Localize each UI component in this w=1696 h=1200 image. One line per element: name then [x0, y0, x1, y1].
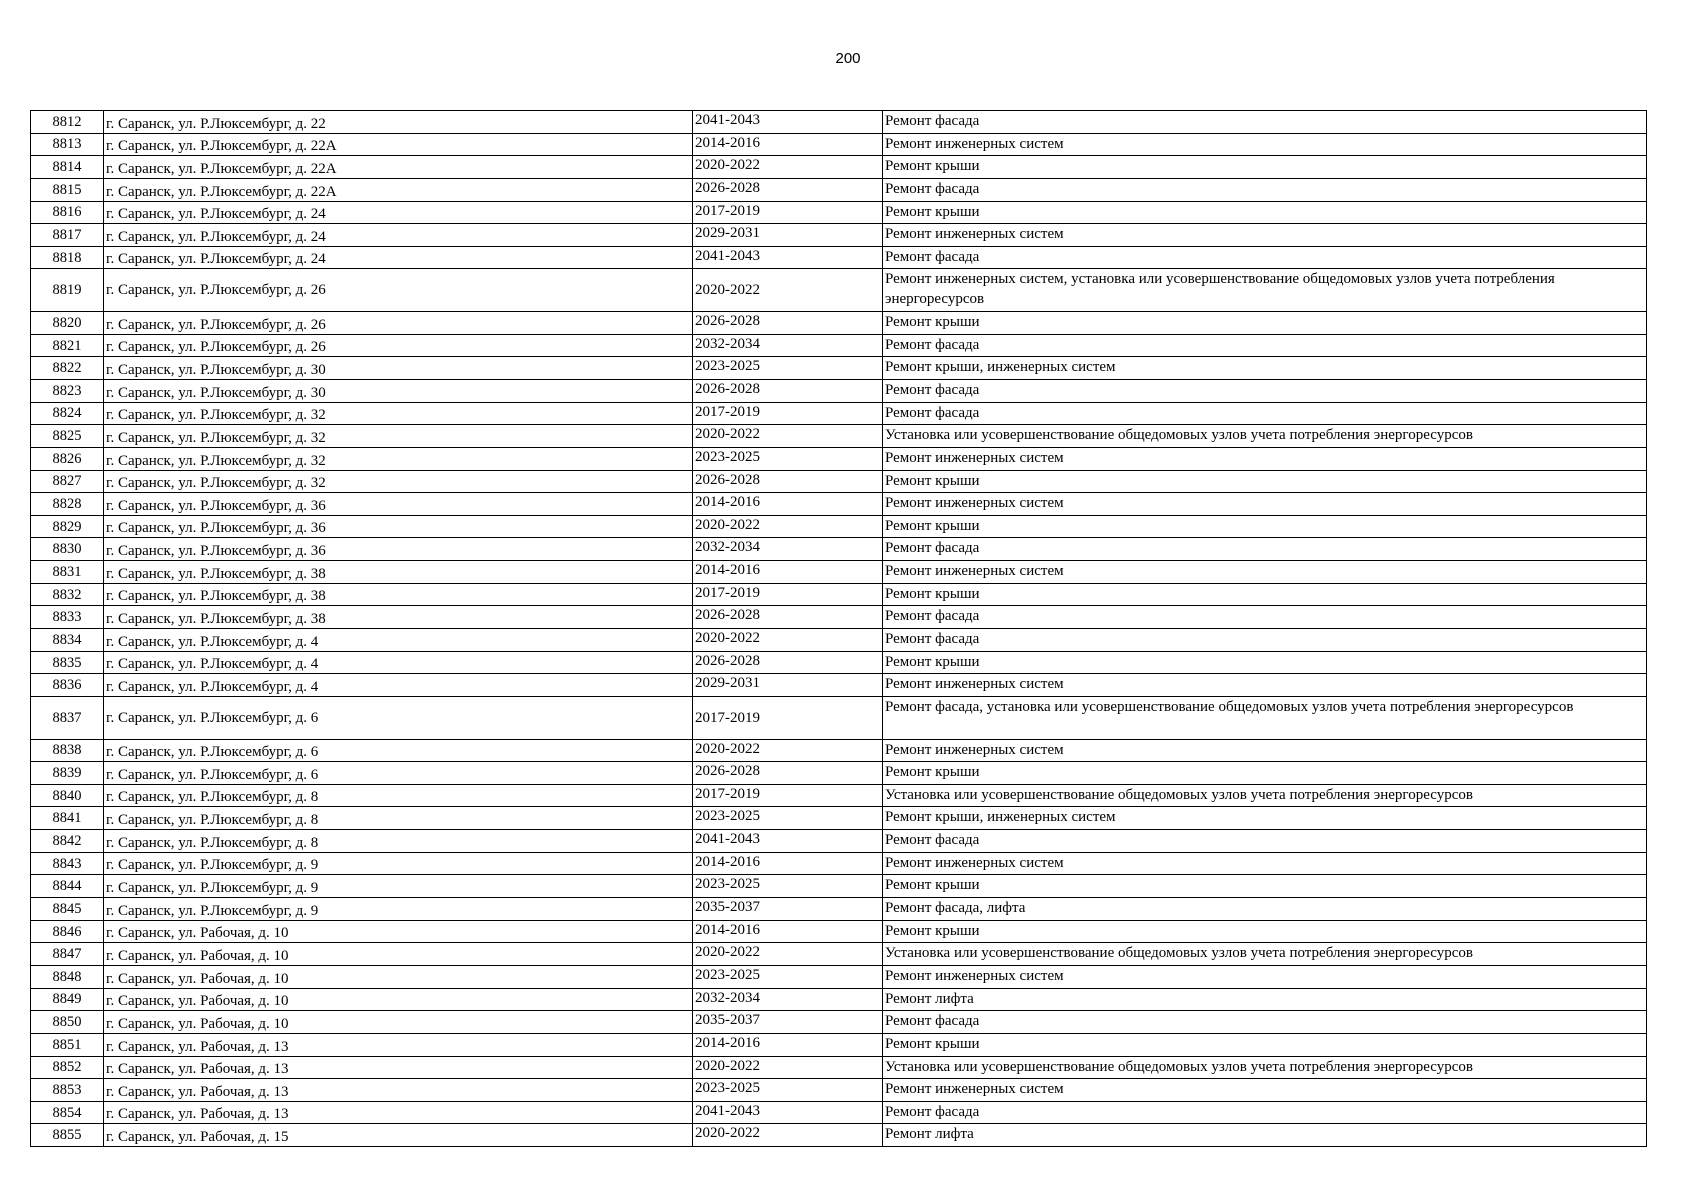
address-cell: г. Саранск, ул. Рабочая, д. 13 — [104, 1101, 693, 1124]
table-row — [31, 515, 1647, 538]
period-cell: 2020-2022 — [693, 269, 883, 312]
period-cell: 2017-2019 — [693, 784, 883, 807]
row-number-cell: 8836 — [31, 674, 104, 697]
address-cell: г. Саранск, ул. Р.Люксембург, д. 26 — [104, 312, 693, 335]
table-row — [31, 988, 1647, 1011]
table-row — [31, 898, 1647, 921]
work-type-cell: Ремонт фасада — [883, 629, 1647, 652]
address-cell: г. Саранск, ул. Р.Люксембург, д. 32 — [104, 470, 693, 493]
address-cell: г. Саранск, ул. Р.Люксембург, д. 6 — [104, 696, 693, 739]
table-row — [31, 807, 1647, 830]
address-cell: г. Саранск, ул. Р.Люксембург, д. 24 — [104, 246, 693, 269]
work-type-cell: Ремонт инженерных систем — [883, 965, 1647, 988]
work-type-cell: Установка или усовершенствование общедомовых узлов учета потребления энергоресурсов — [883, 943, 1647, 966]
period-cell: 2020-2022 — [693, 1056, 883, 1079]
table-row — [31, 674, 1647, 697]
table-row — [31, 965, 1647, 988]
table-row — [31, 762, 1647, 785]
work-type-cell: Ремонт фасада — [883, 538, 1647, 561]
row-number-cell: 8846 — [31, 920, 104, 943]
work-type-cell: Ремонт инженерных систем — [883, 224, 1647, 247]
address-cell: г. Саранск, ул. Р.Люксембург, д. 8 — [104, 784, 693, 807]
address-cell: г. Саранск, ул. Р.Люксембург, д. 38 — [104, 583, 693, 606]
period-cell: 2041-2043 — [693, 111, 883, 134]
work-type-cell: Ремонт фасада — [883, 334, 1647, 357]
work-type-cell: Ремонт фасада — [883, 830, 1647, 853]
row-number-cell: 8834 — [31, 629, 104, 652]
address-cell: г. Саранск, ул. Р.Люксембург, д. 9 — [104, 875, 693, 898]
table-row — [31, 425, 1647, 448]
row-number-cell: 8819 — [31, 269, 104, 312]
row-number-cell: 8840 — [31, 784, 104, 807]
period-cell: 2035-2037 — [693, 1011, 883, 1034]
row-number-cell: 8854 — [31, 1101, 104, 1124]
row-number-cell: 8845 — [31, 898, 104, 921]
table-row — [31, 447, 1647, 470]
period-cell: 2026-2028 — [693, 470, 883, 493]
work-type-cell: Ремонт крыши, инженерных систем — [883, 807, 1647, 830]
period-cell: 2026-2028 — [693, 178, 883, 201]
row-number-cell: 8812 — [31, 111, 104, 134]
address-cell: г. Саранск, ул. Р.Люксембург, д. 8 — [104, 830, 693, 853]
row-number-cell: 8823 — [31, 380, 104, 403]
address-cell: г. Саранск, ул. Р.Люксембург, д. 22А — [104, 133, 693, 156]
row-number-cell: 8818 — [31, 246, 104, 269]
row-number-cell: 8841 — [31, 807, 104, 830]
work-type-cell: Установка или усовершенствование общедомовых узлов учета потребления энергоресурсов — [883, 1056, 1647, 1079]
table-row — [31, 606, 1647, 629]
address-cell: г. Саранск, ул. Р.Люксембург, д. 26 — [104, 334, 693, 357]
work-type-cell: Ремонт фасада — [883, 606, 1647, 629]
table-row — [31, 1124, 1647, 1147]
work-type-cell: Ремонт фасада — [883, 402, 1647, 425]
period-cell: 2014-2016 — [693, 561, 883, 584]
table-row — [31, 312, 1647, 335]
table-row — [31, 224, 1647, 247]
period-cell: 2032-2034 — [693, 988, 883, 1011]
work-type-cell: Ремонт крыши — [883, 201, 1647, 224]
table-row — [31, 269, 1647, 312]
work-type-cell: Ремонт инженерных систем — [883, 739, 1647, 762]
work-type-cell: Ремонт лифта — [883, 988, 1647, 1011]
work-type-cell: Ремонт инженерных систем — [883, 1079, 1647, 1102]
period-cell: 2020-2022 — [693, 943, 883, 966]
page-number: 200 — [835, 50, 861, 67]
row-number-cell: 8853 — [31, 1079, 104, 1102]
row-number-cell: 8816 — [31, 201, 104, 224]
table-row — [31, 402, 1647, 425]
address-cell: г. Саранск, ул. Р.Люксембург, д. 22А — [104, 156, 693, 179]
row-number-cell: 8828 — [31, 493, 104, 516]
work-type-cell: Ремонт фасада — [883, 380, 1647, 403]
table-row — [31, 156, 1647, 179]
row-number-cell: 8835 — [31, 651, 104, 674]
table-row — [31, 696, 1647, 739]
address-cell: г. Саранск, ул. Р.Люксембург, д. 30 — [104, 357, 693, 380]
table-row — [31, 1056, 1647, 1079]
table-row — [31, 651, 1647, 674]
period-cell: 2020-2022 — [693, 515, 883, 538]
table-row — [31, 1101, 1647, 1124]
work-type-cell: Ремонт фасада — [883, 1011, 1647, 1034]
period-cell: 2026-2028 — [693, 606, 883, 629]
work-type-cell: Ремонт крыши — [883, 470, 1647, 493]
address-cell: г. Саранск, ул. Р.Люксембург, д. 36 — [104, 493, 693, 516]
period-cell: 2029-2031 — [693, 224, 883, 247]
address-cell: г. Саранск, ул. Р.Люксембург, д. 4 — [104, 629, 693, 652]
period-cell: 2023-2025 — [693, 807, 883, 830]
address-cell: г. Саранск, ул. Р.Люксембург, д. 30 — [104, 380, 693, 403]
table-row — [31, 852, 1647, 875]
row-number-cell: 8829 — [31, 515, 104, 538]
work-type-cell: Ремонт крыши — [883, 1033, 1647, 1056]
row-number-cell: 8855 — [31, 1124, 104, 1147]
work-type-cell: Установка или усовершенствование общедомовых узлов учета потребления энергоресурсов — [883, 425, 1647, 448]
row-number-cell: 8842 — [31, 830, 104, 853]
period-cell: 2014-2016 — [693, 920, 883, 943]
table-row — [31, 201, 1647, 224]
period-cell: 2023-2025 — [693, 965, 883, 988]
row-number-cell: 8822 — [31, 357, 104, 380]
work-type-cell: Ремонт лифта — [883, 1124, 1647, 1147]
address-cell: г. Саранск, ул. Р.Люксембург, д. 6 — [104, 762, 693, 785]
table-row — [31, 583, 1647, 606]
row-number-cell: 8852 — [31, 1056, 104, 1079]
row-number-cell: 8838 — [31, 739, 104, 762]
period-cell: 2020-2022 — [693, 425, 883, 448]
row-number-cell: 8851 — [31, 1033, 104, 1056]
address-cell: г. Саранск, ул. Рабочая, д. 10 — [104, 920, 693, 943]
table-row — [31, 1079, 1647, 1102]
row-number-cell: 8839 — [31, 762, 104, 785]
work-type-cell: Ремонт инженерных систем — [883, 133, 1647, 156]
row-number-cell: 8830 — [31, 538, 104, 561]
row-number-cell: 8848 — [31, 965, 104, 988]
period-cell: 2014-2016 — [693, 1033, 883, 1056]
table-row — [31, 629, 1647, 652]
period-cell: 2041-2043 — [693, 830, 883, 853]
period-cell: 2017-2019 — [693, 583, 883, 606]
address-cell: г. Саранск, ул. Рабочая, д. 10 — [104, 965, 693, 988]
period-cell: 2014-2016 — [693, 133, 883, 156]
row-number-cell: 8827 — [31, 470, 104, 493]
table-row — [31, 875, 1647, 898]
row-number-cell: 8837 — [31, 696, 104, 739]
table-row — [31, 1033, 1647, 1056]
address-cell: г. Саранск, ул. Р.Люксембург, д. 32 — [104, 402, 693, 425]
address-cell: г. Саранск, ул. Р.Люксембург, д. 24 — [104, 201, 693, 224]
work-type-cell: Ремонт крыши — [883, 920, 1647, 943]
work-type-cell: Ремонт инженерных систем — [883, 674, 1647, 697]
work-type-cell: Ремонт крыши — [883, 762, 1647, 785]
period-cell: 2023-2025 — [693, 875, 883, 898]
period-cell: 2032-2034 — [693, 538, 883, 561]
work-type-cell: Ремонт крыши — [883, 875, 1647, 898]
table-body — [31, 111, 1647, 1147]
period-cell: 2026-2028 — [693, 380, 883, 403]
address-cell: г. Саранск, ул. Р.Люксембург, д. 4 — [104, 651, 693, 674]
work-type-cell: Ремонт крыши — [883, 583, 1647, 606]
row-number-cell: 8817 — [31, 224, 104, 247]
row-number-cell: 8813 — [31, 133, 104, 156]
table-row — [31, 830, 1647, 853]
period-cell: 2020-2022 — [693, 629, 883, 652]
period-cell: 2026-2028 — [693, 762, 883, 785]
period-cell: 2026-2028 — [693, 312, 883, 335]
period-cell: 2041-2043 — [693, 246, 883, 269]
work-type-cell: Ремонт инженерных систем — [883, 561, 1647, 584]
work-type-cell: Ремонт фасада — [883, 111, 1647, 134]
address-cell: г. Саранск, ул. Р.Люксембург, д. 4 — [104, 674, 693, 697]
period-cell: 2029-2031 — [693, 674, 883, 697]
period-cell: 2017-2019 — [693, 201, 883, 224]
address-cell: г. Саранск, ул. Р.Люксембург, д. 8 — [104, 807, 693, 830]
address-cell: г. Саранск, ул. Рабочая, д. 13 — [104, 1079, 693, 1102]
address-cell: г. Саранск, ул. Р.Люксембург, д. 38 — [104, 606, 693, 629]
row-number-cell: 8820 — [31, 312, 104, 335]
row-number-cell: 8850 — [31, 1011, 104, 1034]
row-number-cell: 8814 — [31, 156, 104, 179]
address-cell: г. Саранск, ул. Рабочая, д. 13 — [104, 1056, 693, 1079]
address-cell: г. Саранск, ул. Р.Люксембург, д. 9 — [104, 852, 693, 875]
address-cell: г. Саранск, ул. Р.Люксембург, д. 32 — [104, 447, 693, 470]
row-number-cell: 8826 — [31, 447, 104, 470]
row-number-cell: 8815 — [31, 178, 104, 201]
period-cell: 2035-2037 — [693, 898, 883, 921]
work-type-cell: Ремонт крыши, инженерных систем — [883, 357, 1647, 380]
work-type-cell: Ремонт фасада — [883, 246, 1647, 269]
work-type-cell: Ремонт крыши — [883, 312, 1647, 335]
table-row — [31, 246, 1647, 269]
table-row — [31, 943, 1647, 966]
address-cell: г. Саранск, ул. Рабочая, д. 13 — [104, 1033, 693, 1056]
address-cell: г. Саранск, ул. Рабочая, д. 10 — [104, 943, 693, 966]
address-cell: г. Саранск, ул. Р.Люксембург, д. 26 — [104, 269, 693, 312]
row-number-cell: 8843 — [31, 852, 104, 875]
work-type-cell: Ремонт фасада — [883, 178, 1647, 201]
table-row — [31, 538, 1647, 561]
period-cell: 2014-2016 — [693, 852, 883, 875]
capital-repair-table — [30, 110, 1647, 1147]
table-row — [31, 111, 1647, 134]
table-row — [31, 178, 1647, 201]
period-cell: 2023-2025 — [693, 1079, 883, 1102]
work-type-cell: Ремонт фасада, лифта — [883, 898, 1647, 921]
row-number-cell: 8831 — [31, 561, 104, 584]
work-type-cell: Ремонт инженерных систем — [883, 447, 1647, 470]
work-type-cell: Ремонт инженерных систем — [883, 493, 1647, 516]
row-number-cell: 8849 — [31, 988, 104, 1011]
table-row — [31, 334, 1647, 357]
row-number-cell: 8825 — [31, 425, 104, 448]
address-cell: г. Саранск, ул. Р.Люксембург, д. 24 — [104, 224, 693, 247]
period-cell: 2023-2025 — [693, 357, 883, 380]
table-row — [31, 1011, 1647, 1034]
period-cell: 2017-2019 — [693, 696, 883, 739]
address-cell: г. Саранск, ул. Р.Люксембург, д. 36 — [104, 538, 693, 561]
row-number-cell: 8824 — [31, 402, 104, 425]
table-row — [31, 493, 1647, 516]
address-cell: г. Саранск, ул. Рабочая, д. 15 — [104, 1124, 693, 1147]
row-number-cell: 8847 — [31, 943, 104, 966]
period-cell: 2020-2022 — [693, 1124, 883, 1147]
work-type-cell: Ремонт инженерных систем — [883, 852, 1647, 875]
address-cell: г. Саранск, ул. Р.Люксембург, д. 22 — [104, 111, 693, 134]
address-cell: г. Саранск, ул. Рабочая, д. 10 — [104, 1011, 693, 1034]
row-number-cell: 8833 — [31, 606, 104, 629]
period-cell: 2032-2034 — [693, 334, 883, 357]
period-cell: 2014-2016 — [693, 493, 883, 516]
table-row — [31, 357, 1647, 380]
period-cell: 2041-2043 — [693, 1101, 883, 1124]
address-cell: г. Саранск, ул. Р.Люксембург, д. 36 — [104, 515, 693, 538]
table-row — [31, 920, 1647, 943]
table-row — [31, 133, 1647, 156]
work-type-cell: Ремонт крыши — [883, 515, 1647, 538]
period-cell: 2026-2028 — [693, 651, 883, 674]
table-row — [31, 561, 1647, 584]
table-row — [31, 784, 1647, 807]
table-row — [31, 739, 1647, 762]
address-cell: г. Саранск, ул. Р.Люксембург, д. 32 — [104, 425, 693, 448]
table-row — [31, 470, 1647, 493]
work-type-cell: Установка или усовершенствование общедомовых узлов учета потребления энергоресурсов — [883, 784, 1647, 807]
table-row — [31, 380, 1647, 403]
work-type-cell: Ремонт крыши — [883, 651, 1647, 674]
period-cell: 2020-2022 — [693, 739, 883, 762]
work-type-cell: Ремонт фасада, установка или усовершенствование общедомовых узлов учета потребления энергоресурсов — [883, 696, 1647, 739]
period-cell: 2020-2022 — [693, 156, 883, 179]
row-number-cell: 8832 — [31, 583, 104, 606]
work-type-cell: Ремонт инженерных систем, установка или усовершенствование общедомовых узлов учета потребления энергоресурсов — [883, 269, 1647, 312]
address-cell: г. Саранск, ул. Р.Люксембург, д. 6 — [104, 739, 693, 762]
period-cell: 2023-2025 — [693, 447, 883, 470]
address-cell: г. Саранск, ул. Рабочая, д. 10 — [104, 988, 693, 1011]
address-cell: г. Саранск, ул. Р.Люксембург, д. 22А — [104, 178, 693, 201]
work-type-cell: Ремонт фасада — [883, 1101, 1647, 1124]
work-type-cell: Ремонт крыши — [883, 156, 1647, 179]
address-cell: г. Саранск, ул. Р.Люксембург, д. 9 — [104, 898, 693, 921]
row-number-cell: 8844 — [31, 875, 104, 898]
period-cell: 2017-2019 — [693, 402, 883, 425]
row-number-cell: 8821 — [31, 334, 104, 357]
address-cell: г. Саранск, ул. Р.Люксембург, д. 38 — [104, 561, 693, 584]
